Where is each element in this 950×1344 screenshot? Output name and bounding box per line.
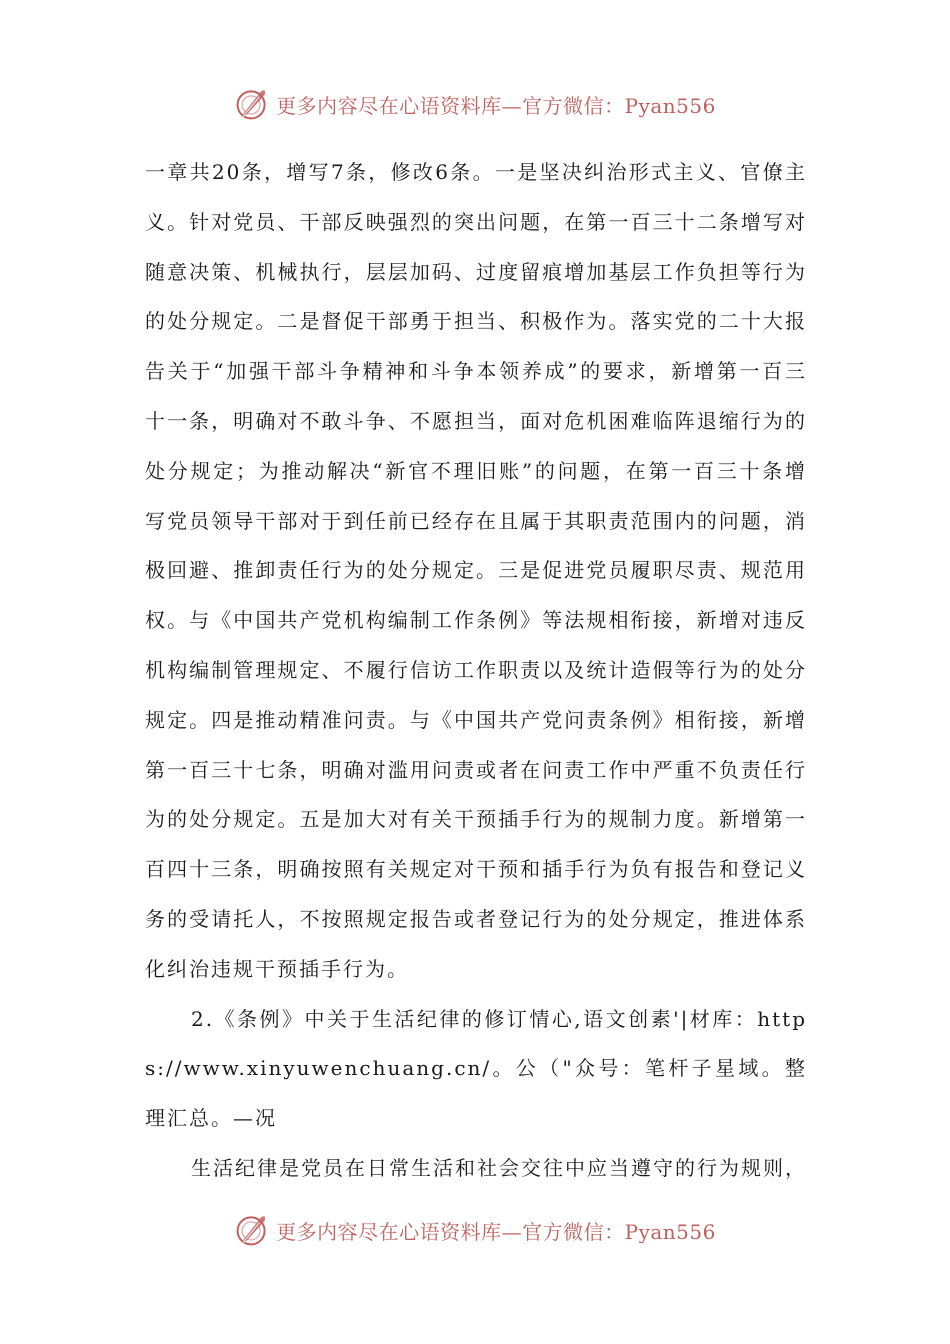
- quill-pen-logo-icon: [234, 86, 270, 122]
- footer-banner-text: 更多内容尽在心语资料库—官方微信：Pyan556: [276, 1219, 716, 1244]
- footer-banner: [0, 1210, 950, 1250]
- header-banner-text: 更多内容尽在心语资料库—官方微信：Pyan556: [276, 93, 716, 118]
- body-paragraph-1: 一章共20条，增写7条，修改6条。一是坚决纠治形式主义、官僚主义。针对党员、干部反映强烈的突出问题，在第一百三十二条增写对随意决策、机械执行，层层加码、过度留痕增加基层工作负担等行为的处分规定。二是督促干部勇于担当、积极作为。落实党的二十大报告关于“加强干部斗争精神和斗争本领养成”的要求，新增第一百三十一条，明确对不敢斗争、不愿担当，面对危机困难临阵退缩行为的处分规定；为推动解决“新官不理旧账”的问题，在第一百三十条增写党员领导干部对于到任前已经存在且属于其职责范围内的问题，消极回避、推卸责任行为的处分规定。三是促进党员履职尽责、规范用权。与《中国共产党机构编制工作条例》等法规相衔接，新增对违反机构编制管理规定、不履行信访工作职责以及统计造假等行为的处分规定。四是推动精准问责。与《中国共产党问责条例》相衔接，新增第一百三十七条，明确对滥用问责或者在问责工作中严重不负责任行为的处分规定。五是加大对有关干预插手行为的规制力度。新增第一百四十三条，明确按照有关规定对干预和插手行为负有报告和登记义务的受请托人，不按照规定报告或者登记行为的处分规定，推进体系化纠治违规干预插手行为。: [145, 160, 807, 981]
- body-paragraph-3: 生活纪律是党员在日常生活和社会交往中应当遵守的行为规则，: [191, 1155, 807, 1180]
- header-banner: [0, 84, 950, 124]
- quill-pen-logo-icon: [234, 1212, 270, 1248]
- document-body: [145, 148, 807, 1194]
- body-paragraph-2: 2.《条例》中关于生活纪律的修订情心,语文创素'|材库：https://www.xinyuwenchuang.cn/。公（"众号：笔杆子星域。整理汇总。—况: [145, 1006, 807, 1131]
